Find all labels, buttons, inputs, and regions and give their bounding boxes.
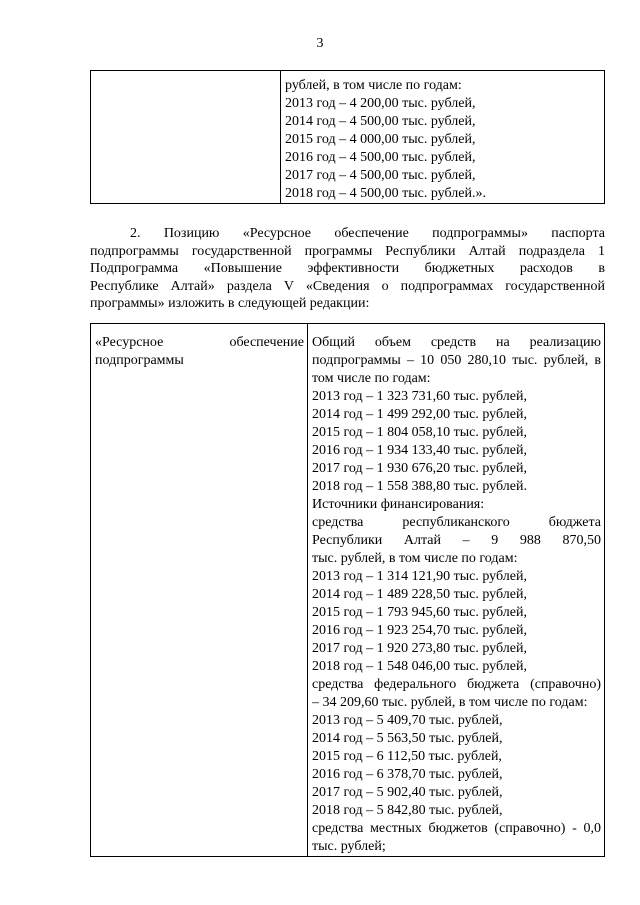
value-line: 2017 год – 5 902,40 тыс. рублей, [312, 785, 503, 800]
text-line: 2015 год – 4 000,00 тыс. рублей, [285, 132, 476, 147]
value-line: 2013 год – 5 409,70 тыс. рублей, [312, 713, 503, 728]
value-line: 2018 год – 1 558 388,80 тыс. рублей. [312, 479, 527, 494]
value-line: 2015 год – 1 804 058,10 тыс. рублей, [312, 425, 527, 440]
value-line: 2017 год – 1 930 676,20 тыс. рублей, [312, 461, 527, 476]
text-line: 2018 год – 4 500,00 тыс. рублей.». [285, 186, 486, 201]
text-line: рублей, в том числе по годам: [285, 78, 462, 93]
value-line: том числе по годам: [312, 371, 431, 386]
value-line: средства республиканского бюджета [312, 515, 601, 530]
resource-provision-table [90, 323, 605, 857]
continuation-table [90, 70, 605, 204]
value-line: 2014 год – 1 489 228,50 тыс. рублей, [312, 587, 527, 602]
text-line: 2017 год – 4 500,00 тыс. рублей, [285, 168, 476, 183]
value-line: 2013 год – 1 323 731,60 тыс. рублей, [312, 389, 527, 404]
value-line: средства местных бюджетов (справочно) - 0,0 [312, 821, 601, 836]
empty-left-cell [91, 71, 281, 204]
amendment-paragraph [90, 225, 605, 313]
text-line: 2013 год – 4 200,00 тыс. рублей, [285, 96, 476, 111]
label-line: «Ресурсное обеспечение [95, 335, 304, 350]
value-line: Республики Алтай – 9 988 870,50 [312, 533, 601, 548]
value-line: 2017 год – 1 920 273,80 тыс. рублей, [312, 641, 527, 656]
label-cell [91, 324, 308, 857]
value-line: тыс. рублей, в том числе по годам: [312, 551, 518, 566]
value-line: 2016 год – 1 934 133,40 тыс. рублей, [312, 443, 527, 458]
value-line: 2015 год – 1 793 945,60 тыс. рублей, [312, 605, 527, 620]
value-line: 2018 год – 5 842,80 тыс. рублей, [312, 803, 503, 818]
value-line: 2015 год – 6 112,50 тыс. рублей, [312, 749, 502, 764]
value-line: Общий объем средств на реализацию [312, 335, 601, 350]
value-line: Источники финансирования: [312, 497, 485, 512]
value-line: 2016 год – 6 378,70 тыс. рублей, [312, 767, 503, 782]
text-line: 2016 год – 4 500,00 тыс. рублей, [285, 150, 476, 165]
label-line: подпрограммы [95, 353, 184, 368]
value-line: 2018 год – 1 548 046,00 тыс. рублей, [312, 659, 527, 674]
paragraph-line: программы» изложить в следующей редакции: [90, 296, 370, 311]
paragraph-line: 2. Позицию «Ресурсное обеспечение подпрограммы» паспорта [130, 226, 605, 241]
value-line: 2014 год – 5 563,50 тыс. рублей, [312, 731, 503, 746]
page-number: 3 [316, 36, 324, 51]
paragraph-line: Республике Алтай» раздела V «Сведения о подпрограммах государственной [90, 278, 605, 294]
paragraph-line: подпрограммы государственной программы Республики Алтай подраздела 1 [90, 243, 605, 259]
value-line: 2016 год – 1 923 254,70 тыс. рублей, [312, 623, 527, 638]
amounts-cell [281, 71, 605, 204]
value-line: – 34 209,60 тыс. рублей, в том числе по годам: [312, 695, 588, 710]
value-line: 2014 год – 1 499 292,00 тыс. рублей, [312, 407, 527, 422]
value-cell [308, 324, 605, 857]
value-line: 2013 год – 1 314 121,90 тыс. рублей, [312, 569, 527, 584]
value-line: средства федерального бюджета (справочно) [312, 677, 601, 692]
paragraph-line: Подпрограмма «Повышение эффективности бюджетных расходов в [90, 261, 605, 276]
value-line: тыс. рублей; [312, 839, 386, 854]
text-line: 2014 год – 4 500,00 тыс. рублей, [285, 114, 476, 129]
value-line: подпрограммы – 10 050 280,10 тыс. рублей, в [312, 353, 601, 368]
